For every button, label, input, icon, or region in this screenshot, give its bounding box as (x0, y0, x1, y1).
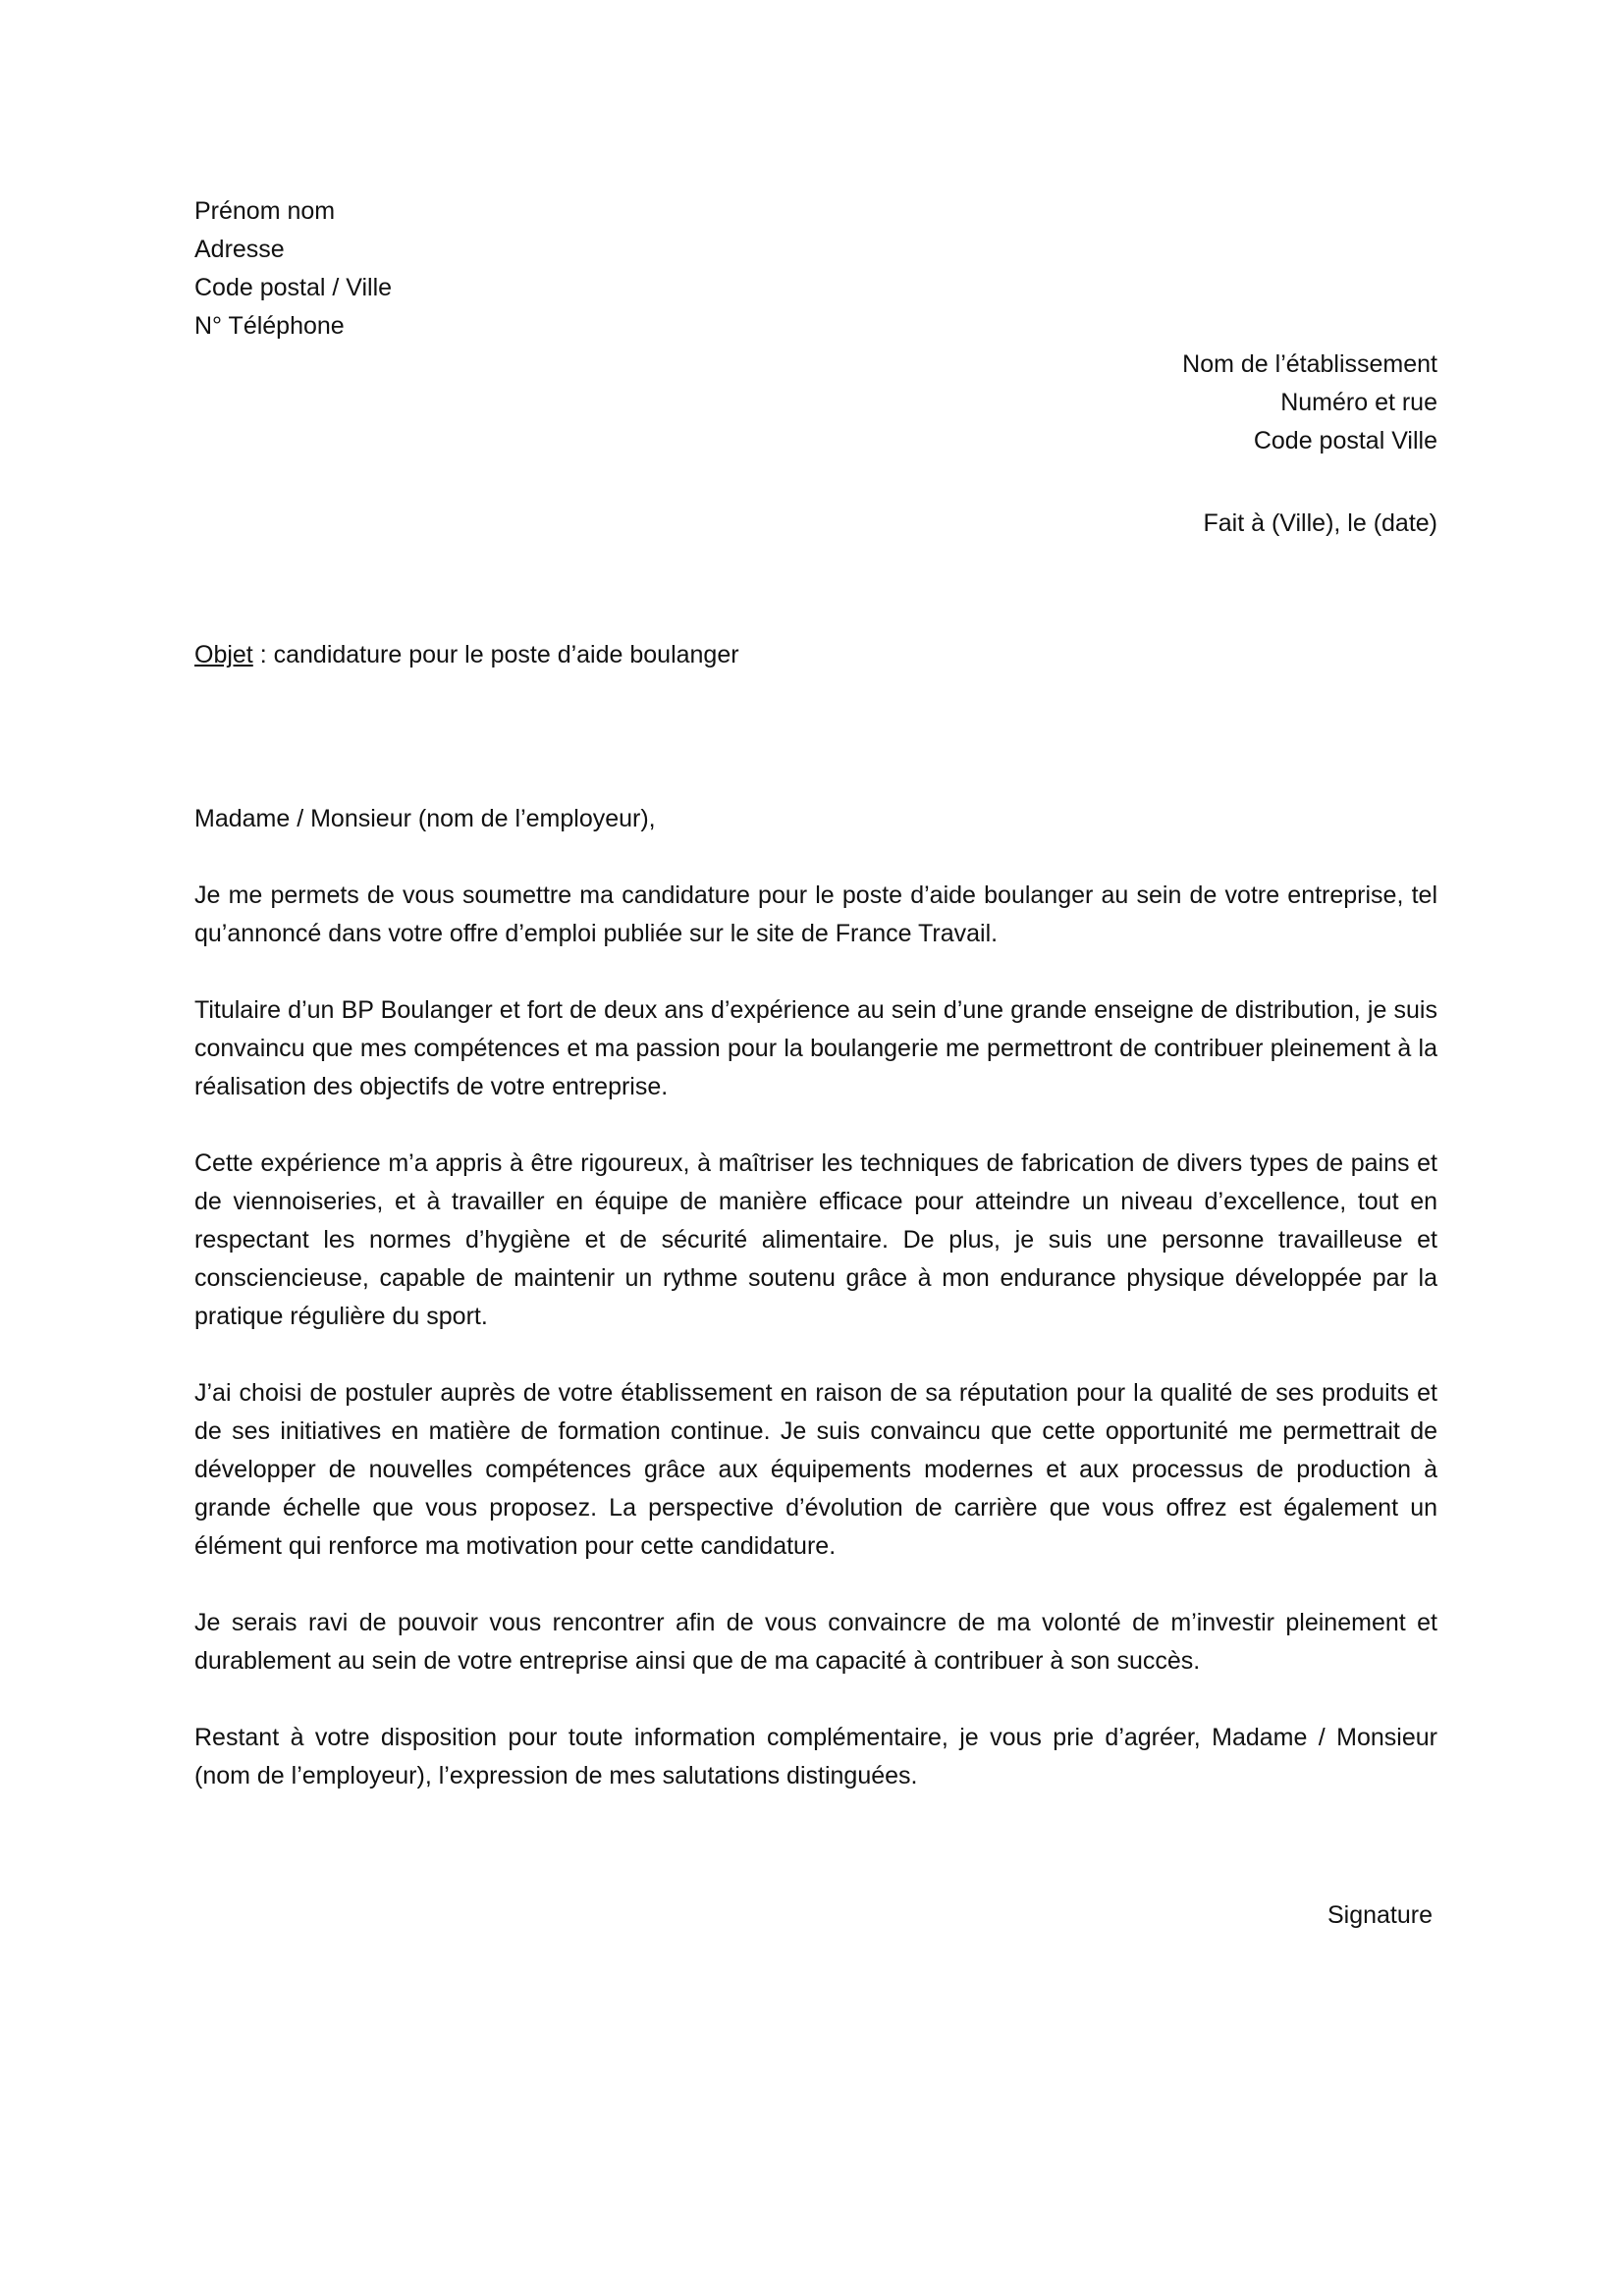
sender-phone: N° Téléphone (194, 312, 345, 340)
paragraph-motivation: J’ai choisi de postuler auprès de votre établissement en raison de sa réputation pour la qualité de ses produits et de ses initiatives en matière de formation continue. Je suis convaincu que cette opportunité me permettrait de développer de nouvelles compétences grâce aux équipements modernes et aux processus de production à grande échelle que vous proposez. La perspective d’évolution de carrière que vous offrez est également un élément qui renforce ma motivation pour cette candidature. (194, 1379, 1437, 1560)
recipient-postal-city: Code postal Ville (1253, 427, 1437, 454)
place-date-line: Fait à (Ville), le (date) (1203, 509, 1437, 537)
sender-block (194, 192, 392, 346)
subject-label: Objet (194, 641, 253, 668)
paragraph-experience: Cette expérience m’a appris à être rigoureux, à maîtriser les techniques de fabrication de divers types de pains et de viennoiseries, et à travailler en équipe de manière efficace pour atteindre un niveau d’excellence, tout en respectant les normes d’hygiène et de sécurité alimentaire. De plus, je suis une personne travailleuse et consciencieuse, capable de maintenir un rythme soutenu grâce à mon endurance physique développée par la pratique régulière du sport. (194, 1149, 1437, 1330)
sender-name: Prénom nom (194, 197, 336, 225)
subject-text: : candidature pour le poste d’aide boulanger (252, 641, 739, 668)
recipient-street: Numéro et rue (1280, 389, 1437, 416)
recipient-block (1182, 346, 1437, 460)
signature: Signature (1326, 1901, 1433, 1929)
paragraph-qualifications: Titulaire d’un BP Boulanger et fort de deux ans d’expérience au sein d’une grande enseigne de distribution, je suis convaincu que mes compétences et ma passion pour la boulangerie me permettront de contribuer pleinement à la réalisation des objectifs de votre entreprise. (194, 996, 1437, 1100)
salutation: Madame / Monsieur (nom de l’employeur), (194, 805, 656, 832)
paragraph-intro: Je me permets de vous soumettre ma candidature pour le poste d’aide boulanger au sein de votre entreprise, tel qu’annoncé dans votre offre d’emploi publiée sur le site de France Travail. (194, 881, 1437, 947)
sender-address: Adresse (194, 236, 285, 263)
sender-postal-city: Code postal / Ville (194, 274, 393, 301)
paragraph-meeting-request: Je serais ravi de pouvoir vous rencontrer afin de vous convaincre de ma volonté de m’investir pleinement et durablement au sein de votre entreprise ainsi que de ma capacité à contribuer à son succès. (194, 1609, 1437, 1675)
paragraph-closing: Restant à votre disposition pour toute information complémentaire, je vous prie d’agréer, Madame / Monsieur (nom de l’employeur), l’expression de mes salutations distinguées. (194, 1724, 1437, 1789)
subject-line (194, 636, 739, 674)
letter-body (194, 800, 1437, 1834)
recipient-establishment: Nom de l’établissement (1182, 350, 1437, 378)
